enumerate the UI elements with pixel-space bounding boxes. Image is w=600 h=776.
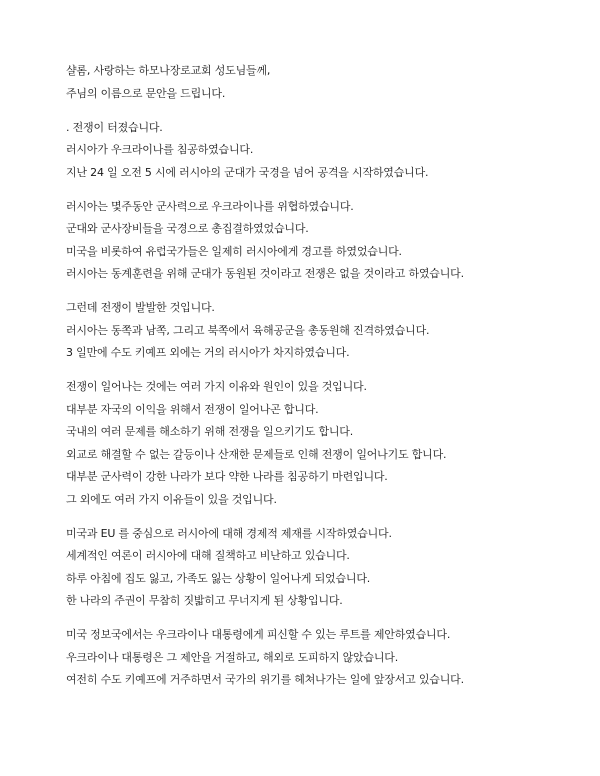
paragraph-war-outbreak — [66, 117, 586, 185]
paragraph-causes — [66, 376, 586, 511]
text-line: 지난 24 일 오전 5 시에 러시아의 군대가 국경을 넘어 공격을 시작하였습니다. — [66, 165, 429, 179]
text-line: 그 외에도 여러 가지 이유들이 있을 것입니다. — [66, 492, 277, 506]
text-line: 러시아는 몇주동안 군사력으로 우크라이나를 위협하였습니다. — [66, 199, 354, 213]
text-line: 국내의 여러 문제를 해소하기 위해 전쟁을 일으키기도 합니다. — [66, 425, 354, 438]
paragraph-threats — [66, 196, 586, 286]
text-line: 세계적인 여론이 러시아에 대해 질책하고 비난하고 있습니다. — [66, 549, 350, 562]
text-line: 러시아는 동계훈련을 위해 군대가 동원된 것이라고 전쟁은 없을 것이라고 하였습니다. — [66, 267, 464, 280]
text-line: . 전쟁이 터졌습니다. — [66, 120, 163, 134]
text-line: 미국을 비롯하여 유럽국가들은 일제히 러시아에게 경고를 하였었습니다. — [66, 244, 402, 258]
paragraph-invasion — [66, 297, 586, 365]
text-line: 군대와 군사장비들을 국경으로 총집결하였었습니다. — [66, 222, 309, 235]
text-line: 우크라이나 대통령은 그 제안을 거절하고, 해외로 도피하지 않았습니다. — [66, 650, 399, 664]
text-line: 주님의 이름으로 문안을 드립니다. — [66, 86, 226, 100]
text-line: 3 일만에 수도 키예프 외에는 거의 러시아가 차지하였습니다. — [66, 346, 350, 359]
text-line: 외교로 해결할 수 없는 갈등이나 산재한 문제들로 인해 전쟁이 일어나기도 합니다. — [66, 447, 447, 461]
paragraph-president — [66, 624, 586, 692]
text-line: 전쟁이 일어나는 것에는 여러 가지 이유와 원인이 있을 것입니다. — [66, 380, 367, 393]
text-line: 러시아는 동쪽과 남쪽, 그리고 북쪽에서 육해공군을 총동원해 진격하였습니다. — [66, 323, 430, 337]
text-line: 대부분 군사력이 강한 나라가 보다 약한 나라를 침공하기 마련입니다. — [66, 470, 388, 483]
text-line: 하루 아침에 집도 잃고, 가족도 잃는 상황이 일어나게 되었습니다. — [66, 571, 371, 585]
text-line: 여전히 수도 키예프에 거주하면서 국가의 위기를 헤쳐나가는 일에 앞장서고 있습니다. — [66, 673, 464, 686]
text-line: 러시아가 우크라이나를 침공하였습니다. — [66, 143, 254, 156]
text-line: 미국과 EU 를 중심으로 러시아에 대해 경제적 제재를 시작하였습니다. — [66, 526, 392, 540]
text-line: 샬롬, 사랑하는 하모나장로교회 성도님들께, — [66, 64, 271, 77]
text-line: 한 나라의 주권이 무참히 짓밟히고 무너지게 된 상황입니다. — [66, 594, 343, 607]
letter-body — [66, 60, 586, 703]
text-line: 그런데 전쟁이 발발한 것입니다. — [66, 301, 215, 314]
text-line: 미국 정보국에서는 우크라이나 대통령에게 피신할 수 있는 루트를 제안하였습니다. — [66, 628, 451, 641]
text-line: 대부분 자국의 이익을 위해서 전쟁이 일어나곤 합니다. — [66, 402, 319, 416]
paragraph-sanctions — [66, 523, 586, 613]
paragraph-greeting — [66, 60, 586, 105]
